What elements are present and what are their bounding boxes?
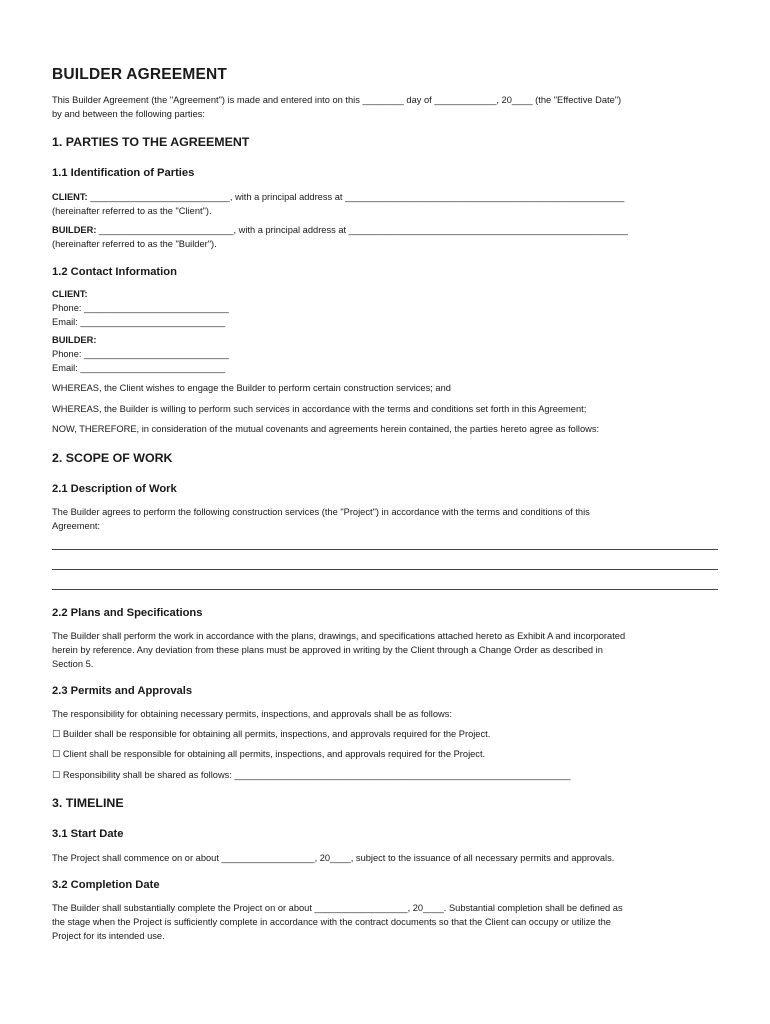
- intro-line-2: by and between the following parties:: [52, 109, 205, 119]
- fill-in-line: [52, 589, 718, 590]
- client-identification-line: [52, 190, 624, 204]
- whereas-clause-2: WHEREAS, the Builder is willing to perform such services in accordance with the terms and conditions set forth in this Agreement;: [52, 404, 587, 414]
- builder-identification-text: __________________________, with a principal address at ______________________________________________________: [96, 225, 628, 235]
- description-line-2: Agreement:: [52, 521, 101, 531]
- permits-option-client[interactable]: ☐ Client shall be responsible for obtaining all permits, inspections, and approvals required for the Project.: [52, 749, 486, 759]
- section-2-1-heading: 2.1 Description of Work: [52, 483, 177, 495]
- builder-label: BUILDER:: [52, 225, 97, 235]
- description-line-1: The Builder agrees to perform the following construction services (the "Project") in accordance with the terms and conditions of this: [52, 507, 590, 517]
- permits-intro: The responsibility for obtaining necessary permits, inspections, and approvals shall be as follows:: [52, 709, 452, 719]
- plans-line-1: The Builder shall perform the work in accordance with the plans, drawings, and specifications attached hereto as Exhibit A and incorporated: [52, 631, 626, 641]
- plans-line-3: Section 5.: [52, 659, 94, 669]
- completion-line-1: The Builder shall substantially complete the Project on or about __________________, 20____. Substantial completion shall be defined as: [52, 903, 623, 913]
- client-identification-text: ___________________________, with a principal address at ______________________________________________________: [87, 192, 625, 202]
- fill-in-line: [52, 549, 718, 550]
- section-1-heading: 1. PARTIES TO THE AGREEMENT: [52, 135, 250, 149]
- completion-line-2: the stage when the Project is sufficiently complete in accordance with the contract documents so that the Client can occupy or utilize the: [52, 917, 611, 927]
- client-referred-note: (hereinafter referred to as the "Client").: [52, 206, 212, 216]
- permits-option-shared[interactable]: ☐ Responsibility shall be shared as follows: _________________________________________________________________: [52, 770, 571, 780]
- intro-line-1: This Builder Agreement (the "Agreement") is made and entered into on this ________ day of ____________, 20____ (the "Effective Date"): [52, 95, 622, 105]
- permits-option-builder[interactable]: ☐ Builder shall be responsible for obtaining all permits, inspections, and approvals required for the Project.: [52, 729, 491, 739]
- builder-identification-line: [52, 223, 628, 237]
- start-date-line: The Project shall commence on or about __________________, 20____, subject to the issuance of all necessary permits and approvals.: [52, 853, 615, 863]
- fill-in-line: [52, 569, 718, 570]
- completion-line-3: Project for its intended use.: [52, 931, 165, 941]
- section-2-2-heading: 2.2 Plans and Specifications: [52, 607, 203, 619]
- contact-builder-phone: Phone: ____________________________: [52, 349, 229, 359]
- section-1-1-heading: 1.1 Identification of Parties: [52, 167, 195, 179]
- section-1-2-heading: 1.2 Contact Information: [52, 266, 177, 278]
- section-2-heading: 2. SCOPE OF WORK: [52, 451, 173, 465]
- section-3-heading: 3. TIMELINE: [52, 796, 124, 810]
- section-3-2-heading: 3.2 Completion Date: [52, 879, 160, 891]
- contact-client-phone: Phone: ____________________________: [52, 303, 229, 313]
- therefore-clause: NOW, THEREFORE, in consideration of the mutual covenants and agreements herein contained, the parties hereto agree as follows:: [52, 424, 600, 434]
- plans-line-2: herein by reference. Any deviation from these plans must be approved in writing by the Client through a Change Order as described in: [52, 645, 603, 655]
- contact-builder-email: Email: ____________________________: [52, 363, 226, 373]
- client-label: CLIENT:: [52, 192, 88, 202]
- section-3-1-heading: 3.1 Start Date: [52, 828, 124, 840]
- contact-client-email: Email: ____________________________: [52, 317, 226, 327]
- builder-referred-note: (hereinafter referred to as the "Builder").: [52, 239, 217, 249]
- document-title: BUILDER AGREEMENT: [52, 66, 228, 83]
- section-2-3-heading: 2.3 Permits and Approvals: [52, 685, 193, 697]
- whereas-clause-1: WHEREAS, the Client wishes to engage the Builder to perform certain construction services; and: [52, 383, 451, 393]
- contact-client-label: CLIENT:: [52, 289, 88, 299]
- contact-builder-label: BUILDER:: [52, 335, 97, 345]
